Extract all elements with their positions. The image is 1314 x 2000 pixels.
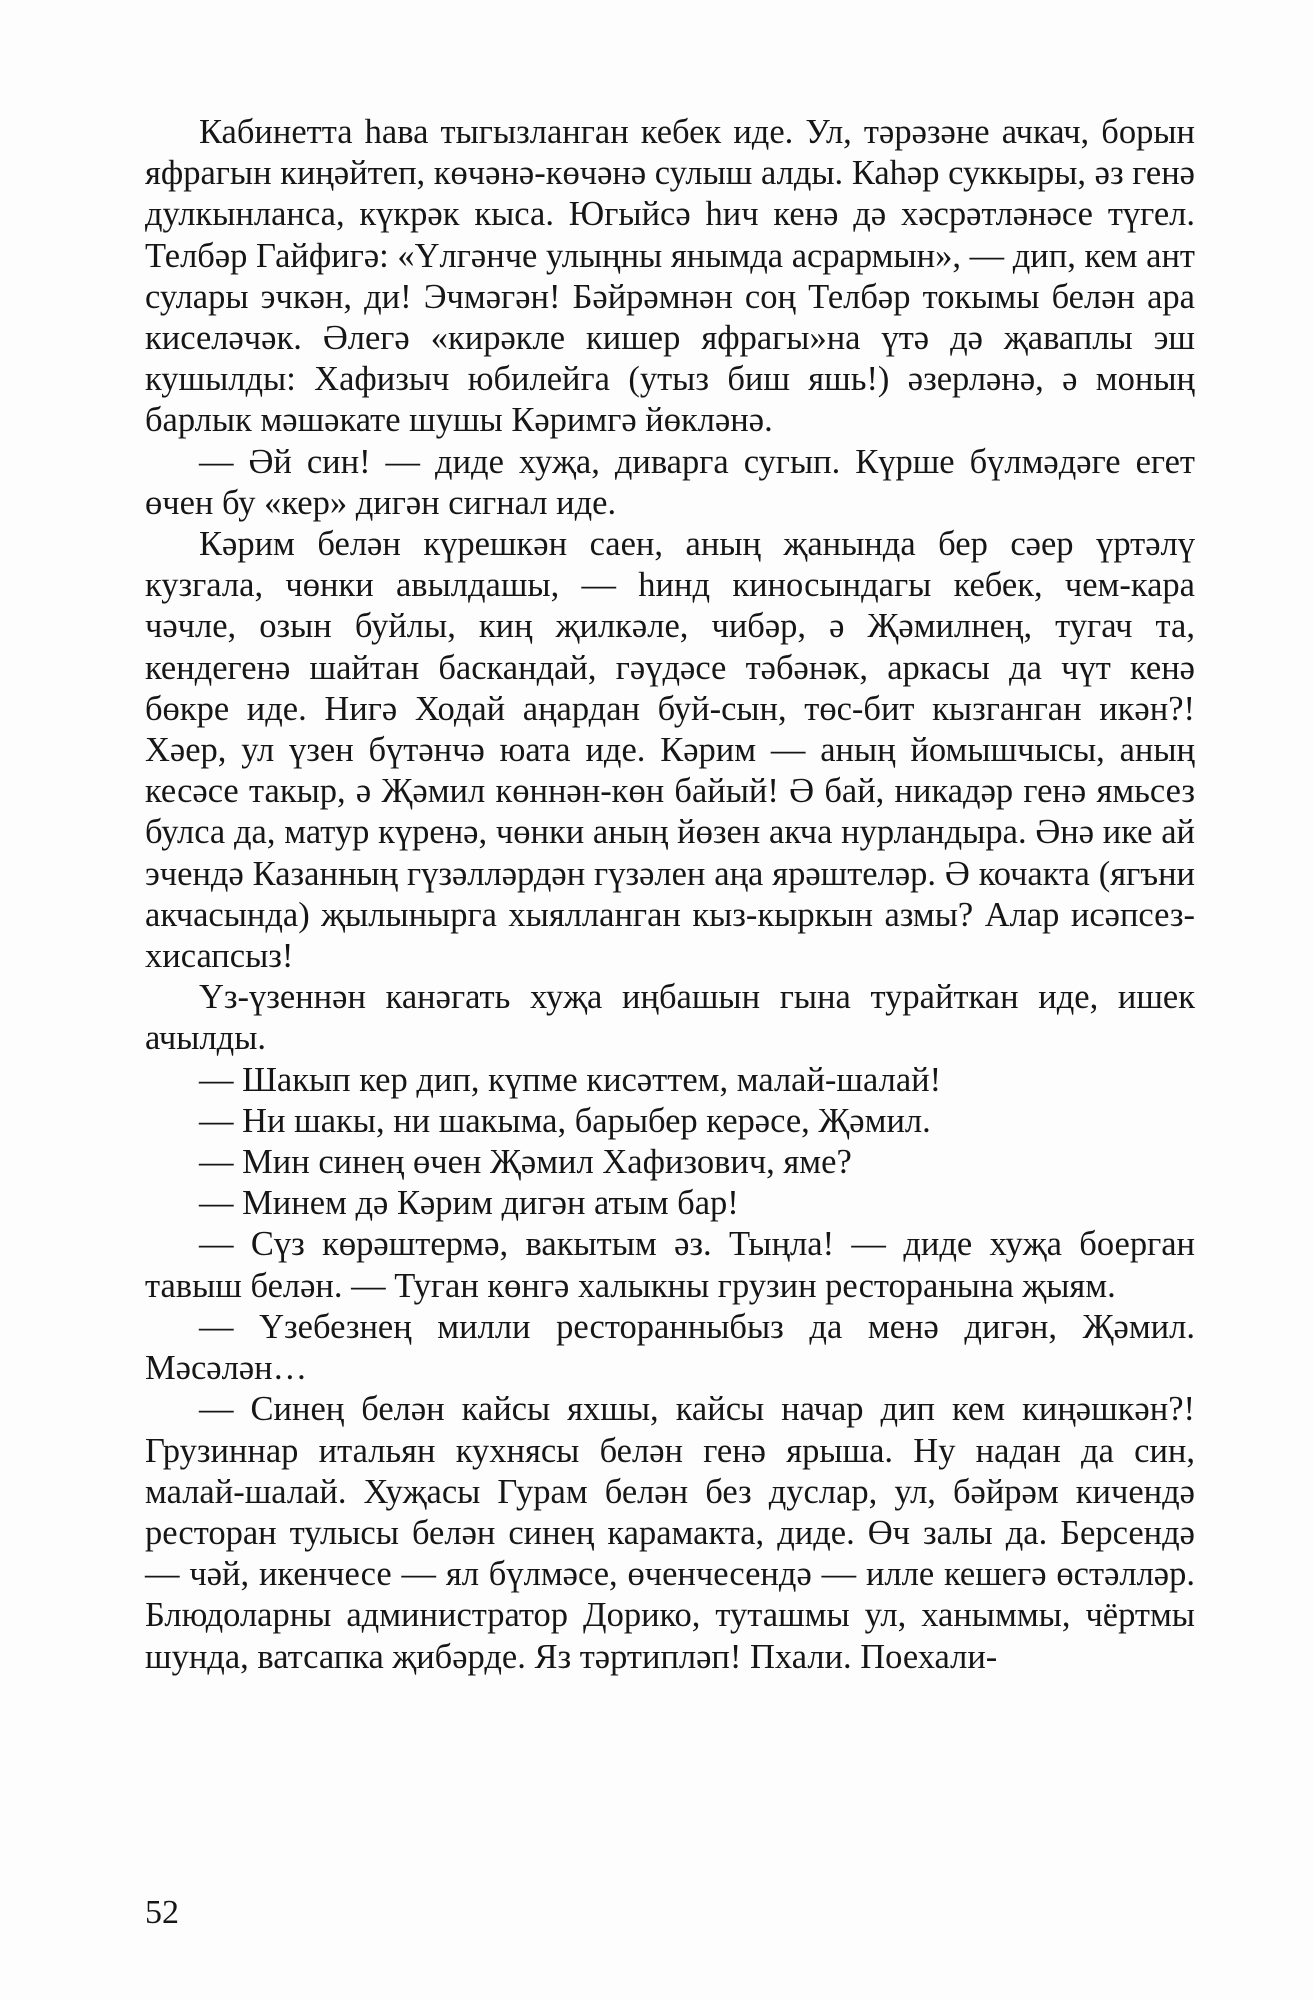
paragraph-11: — Синең белән кайсы яхшы, кайсы начар дип кем киңәшкән?! Грузиннар итальян кухнясы белән генә ярыша. Ну надан да син, малай-шалай. Хуҗасы Гурам белән без дуслар, ул, бәйрәм кичендә ресторан тулысы белән синең карамакта, диде. Өч залы да. Берсендә — чәй, икенчесе — ял бүлмәсе, өченчесендә — илле кешегә өстәлләр. Блюдоларны администратор Дорико, туташмы ул, ханыммы, чёртмы шунда, ватсапка җибәрде. Яз тәртипләп! Пхали. Поехали-	[145, 1390, 1195, 1676]
paragraph-5: — Шакып кер дип, күпме кисәттем, малай-шалай!	[199, 1060, 942, 1099]
paragraph-1: Кабинетта һава тыгызланган кебек иде. Ул, тәрәзәне ачкач, борын яфрагын киңәйтеп, көчәнә-көчәнә сулыш алды. Каһәр суккыры, әз генә дулкынланса, күкрәк кыса. Югыйсә һич кенә дә хәсрәтләнәсе түгел. Телбәр Гайфигә: «Үлгәнче улыңны янымда асрармын», — дип, кем ант сулары эчкән, ди! Эчмәгән! Бәйрәмнән соң Телбәр токымы белән ара киселәчәк. Әлегә «кирәкле кишер яфрагы»на үтә дә җаваплы эш кушылды: Хафизыч юбилейга (утыз биш яшь!) әзерләнә, ә моның барлык мәшәкате шушы Кәримгә йөкләнә.	[145, 113, 1195, 440]
paragraph-10: — Үзебезнең милли ресторанныбыз да менә дигән, Җәмил. Мәсәлән…	[145, 1307, 1195, 1388]
paragraph-6: — Ни шакы, ни шакыма, барыбер керәсе, Җәмил.	[199, 1101, 931, 1140]
paragraph-8: — Минем дә Кәрим дигән атым бар!	[199, 1184, 739, 1223]
paragraph-3: Кәрим белән күрешкән саен, аның җанында бер сәер үртәлү кузгала, чөнки авылдашы, — һинд киносындагы кебек, чем-кара чәчле, озын буйлы, киң җилкәле, чибәр, ә Җәмилнең, тугач та, кендегенә шайтан баскандай, гәүдәсе тәбәнәк, аркасы да чүт кенә бөкре иде. Нигә Ходай аңардан буй-сын, төс-бит кызганган икән?! Хәер, ул үзен бүтәнчә юата иде. Кәрим — аның йомышчысы, аның кесәсе такыр, ә Җәмил көннән-көн байый! Ә бай, никадәр генә ямьсез булса да, матур күренә, чөнки аның йөзен акча нурландыра. Әнә ике ай эчендә Казанның гүзәлләрдән гүзәлен аңа ярәштеләр. Ә кочакта (ягъни акчасында) җылынырга хыялланган кыз-кыркын азмы? Алар исәпсез-хисапсыз!	[145, 525, 1195, 976]
paragraph-2: — Әй син! — диде хуҗа, диварга сугып. Күрше бүлмәдәге егет өчен бу «кер» дигән сигнал иде.	[145, 442, 1195, 522]
paragraph-4: Үз-үзеннән канәгать хуҗа иңбашын гына турайткан иде, ишек ачылды.	[145, 978, 1195, 1058]
page-number: 52	[145, 1894, 179, 1931]
body-text	[145, 112, 1195, 1678]
paragraph-9: — Сүз көрәштермә, вакытым әз. Тыңла! — диде хуҗа боерган тавыш белән. — Туган көнгә халыкны грузин ресторанына җыям.	[145, 1225, 1195, 1305]
paragraph-7: — Мин синең өчен Җәмил Хафизович, яме?	[199, 1143, 852, 1182]
